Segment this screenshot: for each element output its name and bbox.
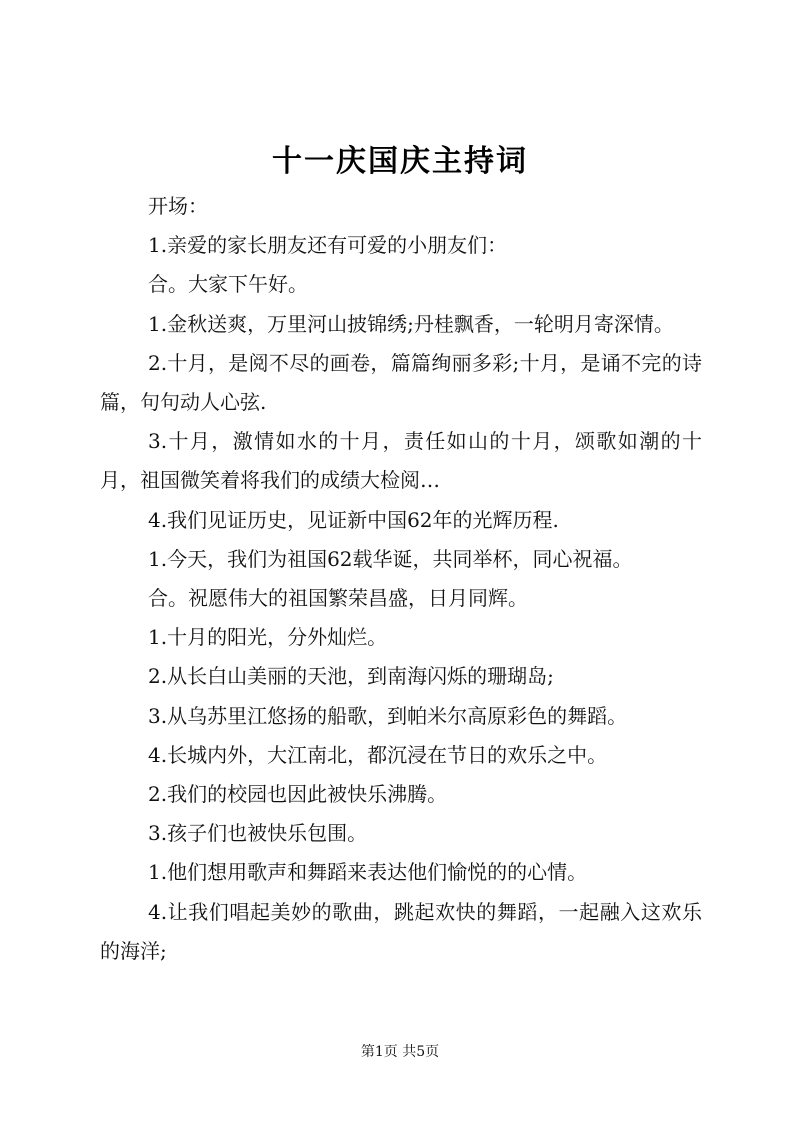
paragraph: 1.他们想用歌声和舞蹈来表达他们愉悦的的心情。 <box>148 860 588 885</box>
paragraph: 1.金秋送爽，万里河山披锦绣;丹桂飘香，一轮明月寄深情。 <box>148 311 674 336</box>
paragraph: 合。祝愿伟大的祖国繁荣昌盛，日月同辉。 <box>148 586 528 611</box>
paragraph: 3.十月，激情如水的十月，责任如山的十月，颂歌如潮的十月，祖国微笑着将我们的成绩大检阅… <box>100 429 702 493</box>
paragraph: 2.从长白山美丽的天池，到南海闪烁的珊瑚岛; <box>148 664 554 689</box>
page-title: 十一庆国庆主持词 <box>272 144 528 179</box>
paragraph: 开场： <box>148 194 208 218</box>
paragraph: 1.十月的阳光，分外灿烂。 <box>148 625 388 650</box>
paragraph: 4.我们见证历史，见证新中国62年的光辉历程. <box>148 507 559 532</box>
paragraph: 2.十月，是阅不尽的画卷，篇篇绚丽多彩;十月，是诵不完的诗篇，句句动人心弦. <box>100 350 702 415</box>
paragraph: 3.孩子们也被快乐包围。 <box>148 821 368 846</box>
paragraph: 1.亲爱的家长朋友还有可爱的小朋友们： <box>148 233 508 258</box>
paragraph: 3.从乌苏里江悠扬的船歌，到帕米尔高原彩色的舞蹈。 <box>148 703 628 728</box>
paragraph: 4.让我们唱起美妙的歌曲，跳起欢快的舞蹈，一起融入这欢乐的海洋; <box>100 899 702 963</box>
paragraph: 合。大家下午好。 <box>148 272 308 297</box>
paragraph: 2.我们的校园也因此被快乐沸腾。 <box>148 782 448 807</box>
paragraph: 1.今天，我们为祖国62载华诞，共同举杯，同心祝福。 <box>148 546 633 571</box>
document-body <box>100 187 702 971</box>
paragraph: 4.长城内外，大江南北，都沉浸在节日的欢乐之中。 <box>148 742 608 767</box>
page-number-footer: 第1页 共5页 <box>360 1044 440 1060</box>
